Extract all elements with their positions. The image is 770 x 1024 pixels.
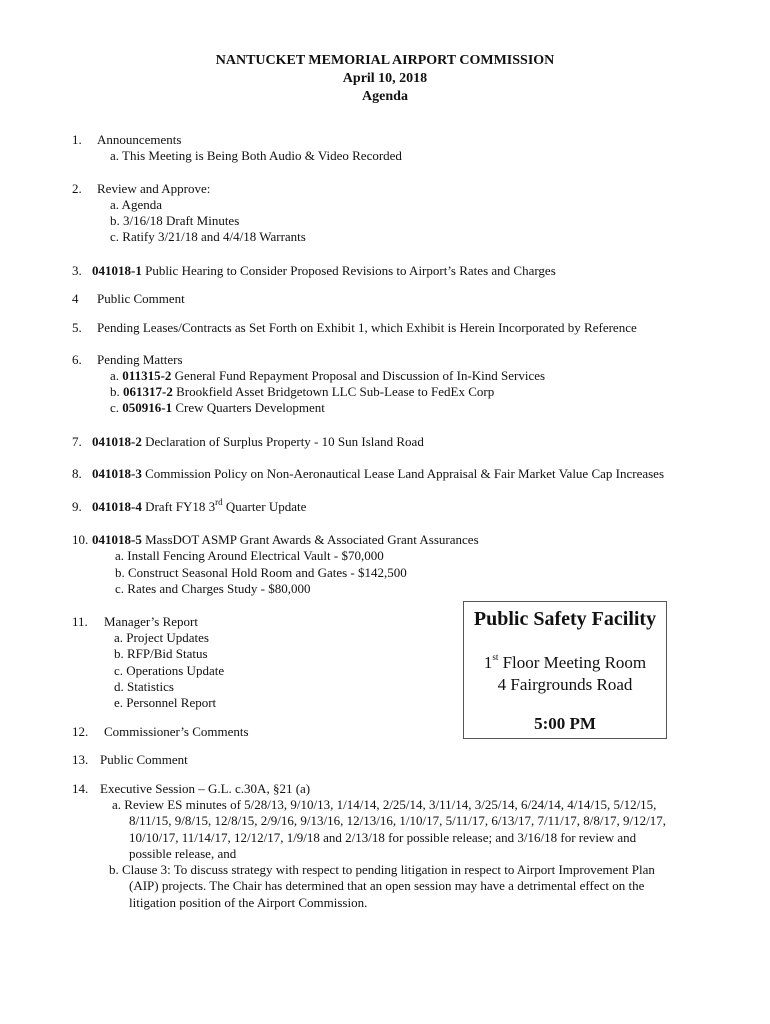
item-10-line (92, 532, 479, 548)
item-5-label: Pending Leases/Contracts as Set Forth on Exhibit 1, which Exhibit is Herein Incorporated by Reference (97, 320, 637, 335)
item-14-sub-b-line1: b. Clause 3: To discuss strategy with respect to pending litigation in respect to Airport Improvement Plan (109, 862, 655, 877)
item-6-label: Pending Matters (97, 352, 183, 367)
item-6-a-text: General Fund Repayment Proposal and Discussion of In-Kind Services (174, 368, 546, 383)
meeting-time: 5:00 PM (534, 714, 596, 733)
item-10-sub-a: a. Install Fencing Around Electrical Vault - $70,000 (115, 548, 384, 563)
meeting-date: April 10, 2018 (342, 71, 428, 86)
item-6-b-code: 061317-2 (123, 384, 173, 399)
item-6-c-text: Crew Quarters Development (175, 400, 325, 415)
item-6-c-code: 050916-1 (122, 400, 173, 415)
item-number: 3. (72, 263, 82, 278)
item-number: 12. (72, 724, 89, 739)
item-number: 11. (72, 614, 88, 629)
item-6-sub-a (110, 368, 545, 384)
item-14-sub-a-line1: a. Review ES minutes of 5/28/13, 9/10/13, 1/14/14, 2/25/14, 3/11/14, 3/25/14, 6/24/14, 4/14/15, 5/12/15, (112, 797, 657, 812)
item-11-sub-a: a. Project Updates (114, 630, 209, 645)
item-7-code: 041018-2 (92, 434, 142, 449)
item-number: 7. (72, 434, 82, 449)
item-3-line (92, 263, 556, 279)
location-room (464, 653, 666, 673)
item-14-label: Executive Session – G.L. c.30A, §21 (a) (100, 781, 311, 796)
item-3-label: Public Hearing to Consider Proposed Revisions to Airport’s Rates and Charges (145, 263, 556, 278)
item-11-sub-e: e. Personnel Report (114, 695, 217, 710)
agenda-title: Agenda (362, 89, 408, 104)
item-8-line (92, 466, 664, 482)
item-number: 9. (72, 499, 82, 514)
item-2-sub-c: c. Ratify 3/21/18 and 4/4/18 Warrants (110, 229, 306, 244)
item-number: 4 (72, 291, 79, 306)
item-number: 10. (72, 532, 89, 547)
room-number: 1 (483, 653, 493, 672)
item-12-label: Commissioner’s Comments (104, 724, 249, 739)
room-rest: Floor Meeting Room (498, 653, 647, 672)
sub-prefix: b. (110, 384, 123, 399)
item-9-label-post: Quarter Update (222, 499, 307, 514)
item-10-code: 041018-5 (92, 532, 142, 547)
item-6-b-text: Brookfield Asset Bridgetown LLC Sub-Lease to FedEx Corp (176, 384, 495, 399)
item-11-sub-b: b. RFP/Bid Status (114, 646, 208, 661)
item-8-label: Commission Policy on Non-Aeronautical Lease Land Appraisal & Fair Market Value Cap Increases (145, 466, 665, 481)
meeting-location-box (463, 601, 667, 739)
location-address: 4 Fairgrounds Road (497, 675, 633, 694)
sub-prefix: c. (110, 400, 123, 415)
item-2-sub-b: b. 3/16/18 Draft Minutes (110, 213, 240, 228)
item-8-code: 041018-3 (92, 466, 142, 481)
item-number: 8. (72, 466, 82, 481)
item-number: 1. (72, 132, 82, 147)
item-number: 2. (72, 181, 82, 196)
item-number: 5. (72, 320, 82, 335)
item-4-label: Public Comment (97, 291, 185, 306)
item-9-line (92, 496, 307, 515)
item-11-sub-d: d. Statistics (114, 679, 174, 694)
room-ordinal: st (492, 652, 499, 663)
item-11-sub-c: c. Operations Update (114, 663, 225, 678)
item-1-label: Announcements (97, 132, 182, 147)
item-10-label: MassDOT ASMP Grant Awards & Associated Grant Assurances (145, 532, 479, 547)
item-10-sub-c: c. Rates and Charges Study - $80,000 (115, 581, 311, 596)
item-number: 13. (72, 752, 89, 767)
document-org-title: NANTUCKET MEMORIAL AIRPORT COMMISSION (215, 53, 555, 68)
sub-prefix: a. (110, 368, 123, 383)
item-3-code: 041018-1 (92, 263, 142, 278)
item-6-sub-c (110, 400, 325, 416)
item-6-sub-b (110, 384, 494, 400)
item-9-label-pre: Draft FY18 3 (145, 499, 216, 514)
item-13-label: Public Comment (100, 752, 188, 767)
item-7-line (92, 434, 424, 450)
item-7-label: Declaration of Surplus Property - 10 Sun Island Road (145, 434, 424, 449)
item-9-code: 041018-4 (92, 499, 142, 514)
item-2-sub-a: a. Agenda (110, 197, 162, 212)
item-11-label: Manager’s Report (104, 614, 198, 629)
item-2-label: Review and Approve: (97, 181, 211, 196)
item-14-sub-b-line3: litigation position of the Airport Commission. (129, 895, 368, 910)
item-6-a-code: 011315-2 (122, 368, 172, 383)
item-number: 14. (72, 781, 89, 796)
item-number: 6. (72, 352, 82, 367)
item-14-sub-b-line2: (AIP) projects. The Chair has determined that an open session may have a detrimental effect on the (129, 878, 645, 893)
item-10-sub-b: b. Construct Seasonal Hold Room and Gates - $142,500 (115, 565, 407, 580)
item-14-sub-a-line2: 8/11/15, 9/8/15, 12/8/15, 2/9/16, 9/13/16, 12/13/16, 1/10/17, 5/11/17, 6/13/17, 7/11/17, 8/8/17, 9/12/17, (129, 813, 666, 828)
item-14-sub-a-line4: possible release, and (129, 846, 237, 861)
item-1-sub-a: a. This Meeting is Being Both Audio & Video Recorded (110, 148, 402, 163)
item-14-sub-a-line3: 10/10/17, 11/14/17, 12/12/17, 1/9/18 and 2/13/18 for possible release; and 3/16/18 for review and (129, 830, 637, 845)
item-9-label-sup: rd (215, 496, 223, 507)
location-title: Public Safety Facility (473, 608, 657, 630)
